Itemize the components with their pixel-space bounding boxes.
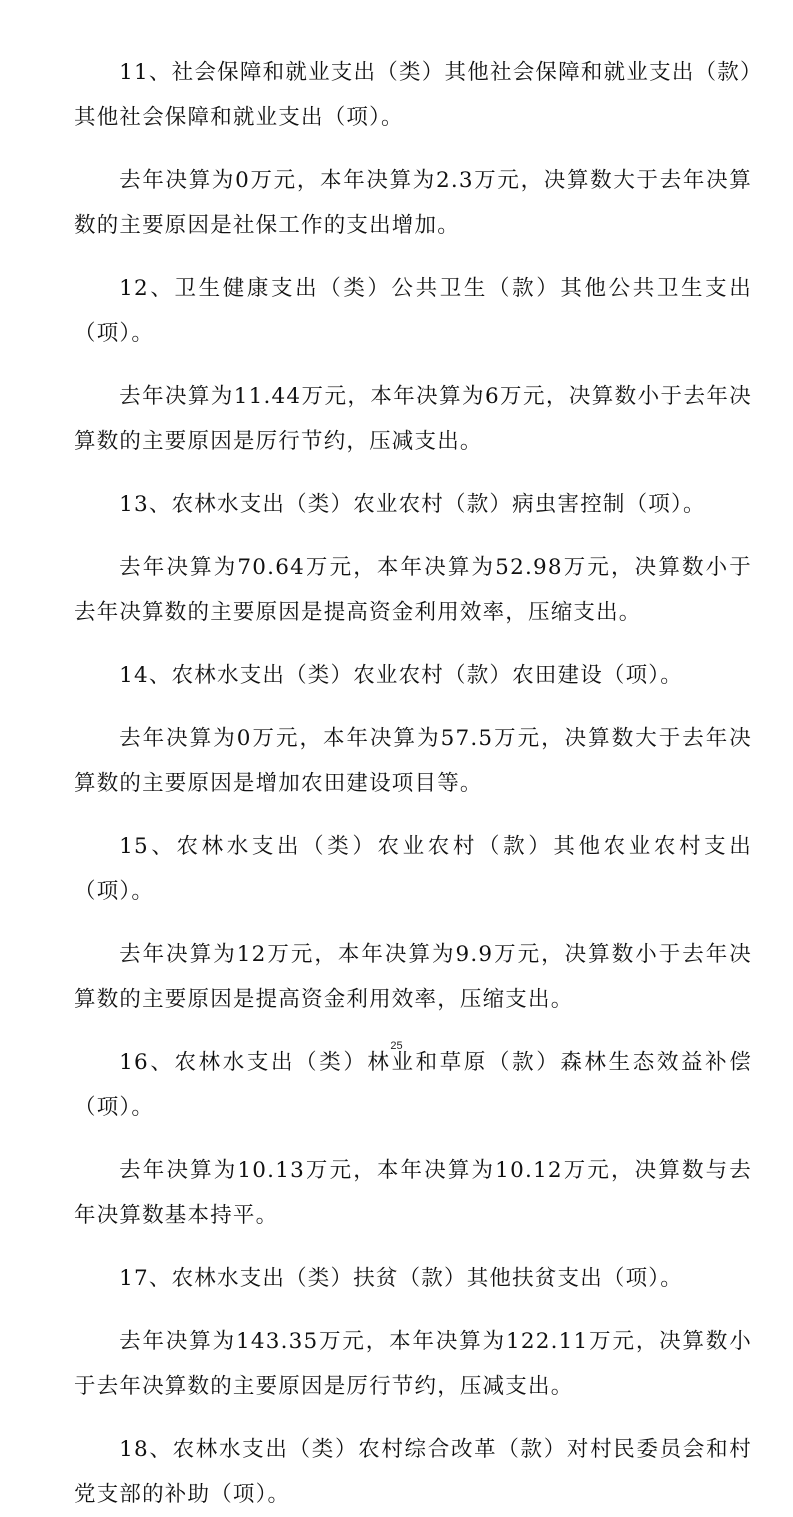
explanation-item-11: 去年决算为0万元，本年决算为2.3万元，决算数大于去年决算数的主要原因是社保工作的支出增加。: [74, 168, 752, 238]
explanation-item-15: 去年决算为12万元，本年决算为9.9万元，决算数小于去年决算数的主要原因是提高资金利用效率，压缩支出。: [74, 942, 752, 1012]
heading-item-13: 13、农林水支出（类）农业农村（款）病虫害控制（项）。: [119, 492, 706, 517]
explanation-item-16: 去年决算为10.13万元，本年决算为10.12万元，决算数与去年决算数基本持平。: [74, 1158, 752, 1228]
heading-item-17: 17、农林水支出（类）扶贫（款）其他扶贫支出（项）。: [119, 1266, 683, 1291]
heading-item-11: 11、社会保障和就业支出（类）其他社会保障和就业支出（款）其他社会保障和就业支出（项）。: [74, 60, 752, 130]
heading-item-15: 15、农林水支出（类）农业农村（款）其他农业农村支出（项）。: [74, 834, 752, 904]
heading-item-14: 14、农林水支出（类）农业农村（款）农田建设（项）。: [119, 663, 683, 688]
heading-item-12: 12、卫生健康支出（类）公共卫生（款）其他公共卫生支出（项）。: [74, 276, 752, 346]
heading-item-18: 18、农林水支出（类）农村综合改革（款）对村民委员会和村党支部的补助（项）。: [74, 1437, 752, 1507]
heading-item-16: 16、农林水支出（类）林业和草原（款）森林生态效益补偿（项）。: [74, 1050, 752, 1120]
page-number: 25: [390, 1040, 403, 1052]
explanation-item-13: 去年决算为70.64万元，本年决算为52.98万元，决算数小于去年决算数的主要原因是提高资金利用效率，压缩支出。: [74, 555, 752, 625]
explanation-item-12: 去年决算为11.44万元，本年决算为6万元，决算数小于去年决算数的主要原因是厉行节约，压减支出。: [74, 384, 752, 454]
explanation-item-17: 去年决算为143.35万元，本年决算为122.11万元，决算数小于去年决算数的主要原因是厉行节约，压减支出。: [74, 1329, 752, 1399]
explanation-item-14: 去年决算为0万元，本年决算为57.5万元，决算数大于去年决算数的主要原因是增加农田建设项目等。: [74, 726, 752, 796]
document-body: [74, 50, 752, 1517]
